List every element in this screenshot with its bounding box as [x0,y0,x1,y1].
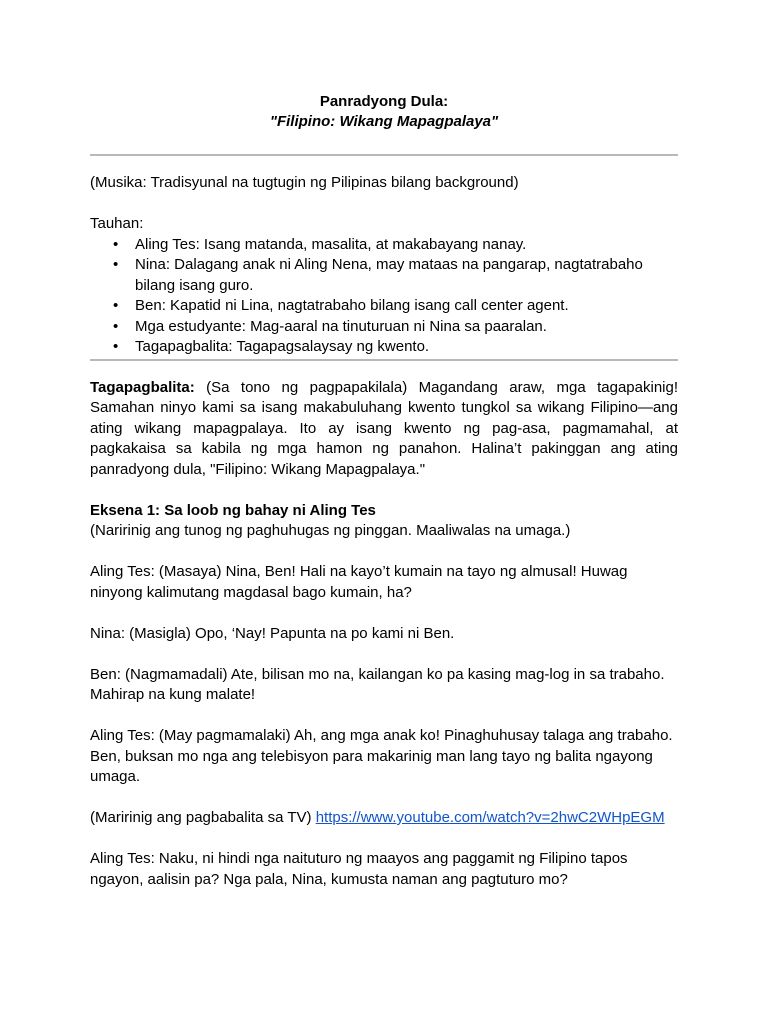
dialogue-line: Aling Tes: Naku, ni hindi nga naituturo ng maayos ang paggamit ng Filipino tapos ngayon, aalisin pa? Nga pala, Nina, kumusta naman ang pagtuturo mo? [90,850,628,888]
title-main: Panradyong Dula: [319,93,449,110]
document-body [90,92,678,890]
cast-item-tagapagbalita: • Tagapagbalita: Tagapagsalaysay ng kwento. [135,337,678,358]
music-note: (Musika: Tradisyunal na tugtugin ng Pilipinas bilang background) [90,174,519,191]
narrator-speaker: Tagapagbalita: [90,378,195,396]
narrator-intro [90,378,678,481]
narrator-text: (Sa tono ng pagpapakilala) Magandang araw, mga tagapakinig! Samahan ninyo kami sa isang makabuluhang kwento tungkol sa wikang Filipino—ang ating wikang mapagpalaya. Ito ay isang kwento ng pag-asa, pagmamahal, at pagkakaisa sa kabila ng mga hamon ng panahon. Halina’t pakinggan ang ating panradyong dula, "Filipino: Wikang Mapagpalaya." [90,378,678,478]
dialogue-line: Ben: (Nagmamadali) Ate, bilisan mo na, kailangan ko pa kasing mag-log in sa trabaho. Mahirap na kung malate! [90,665,665,703]
dialogue-line: Aling Tes: (May pagmamalaki) Ah, ang mga anak ko! Pinaghuhusay talaga ang trabaho. Ben, buksan mo nga ang telebisyon para makarinig man lang tayo ng balita ngayong umaga. [90,727,673,785]
dialogue-line: Nina: (Masigla) Opo, ‘Nay! Papunta na po kami ni Ben. [90,624,455,642]
cast-list [90,235,678,358]
cast-heading: Tauhan: [90,215,144,232]
tv-news-line [90,808,678,829]
document-title [90,92,678,132]
stage-direction: (Naririnig ang tunog ng paghuhugas ng pinggan. Maaliwalas na umaga.) [90,522,571,539]
title-subtitle: "Filipino: Wikang Mapagpalaya" [269,113,499,130]
cast-item-aling-tes: • Aling Tes: Isang matanda, masalita, at makabayang nanay. [135,235,678,256]
cast-item-ben: • Ben: Kapatid ni Lina, nagtatrabaho bilang isang call center agent. [135,296,678,317]
cast-item-nina: • Nina: Dalagang anak ni Aling Nena, may mataas na pangarap, nagtatrabaho bilang isang guro. [135,255,678,296]
youtube-link[interactable]: https://www.youtube.com/watch?v=2hwC2WHpEGM [315,809,665,826]
cast-item-mga-estudyante: • Mga estudyante: Mag-aaral na tinuturuan ni Nina sa paaralan. [135,317,678,338]
dialogue-line: Aling Tes: (Masaya) Nina, Ben! Hali na kayo’t kumain na tayo ng almusal! Huwag ninyong kalimutang magdasal bago kumain, ha? [90,563,628,601]
scene-heading: Eksena 1: Sa loob ng bahay ni Aling Tes [90,501,376,519]
tv-news-text: (Maririnig ang pagbabalita sa TV) [90,809,316,826]
